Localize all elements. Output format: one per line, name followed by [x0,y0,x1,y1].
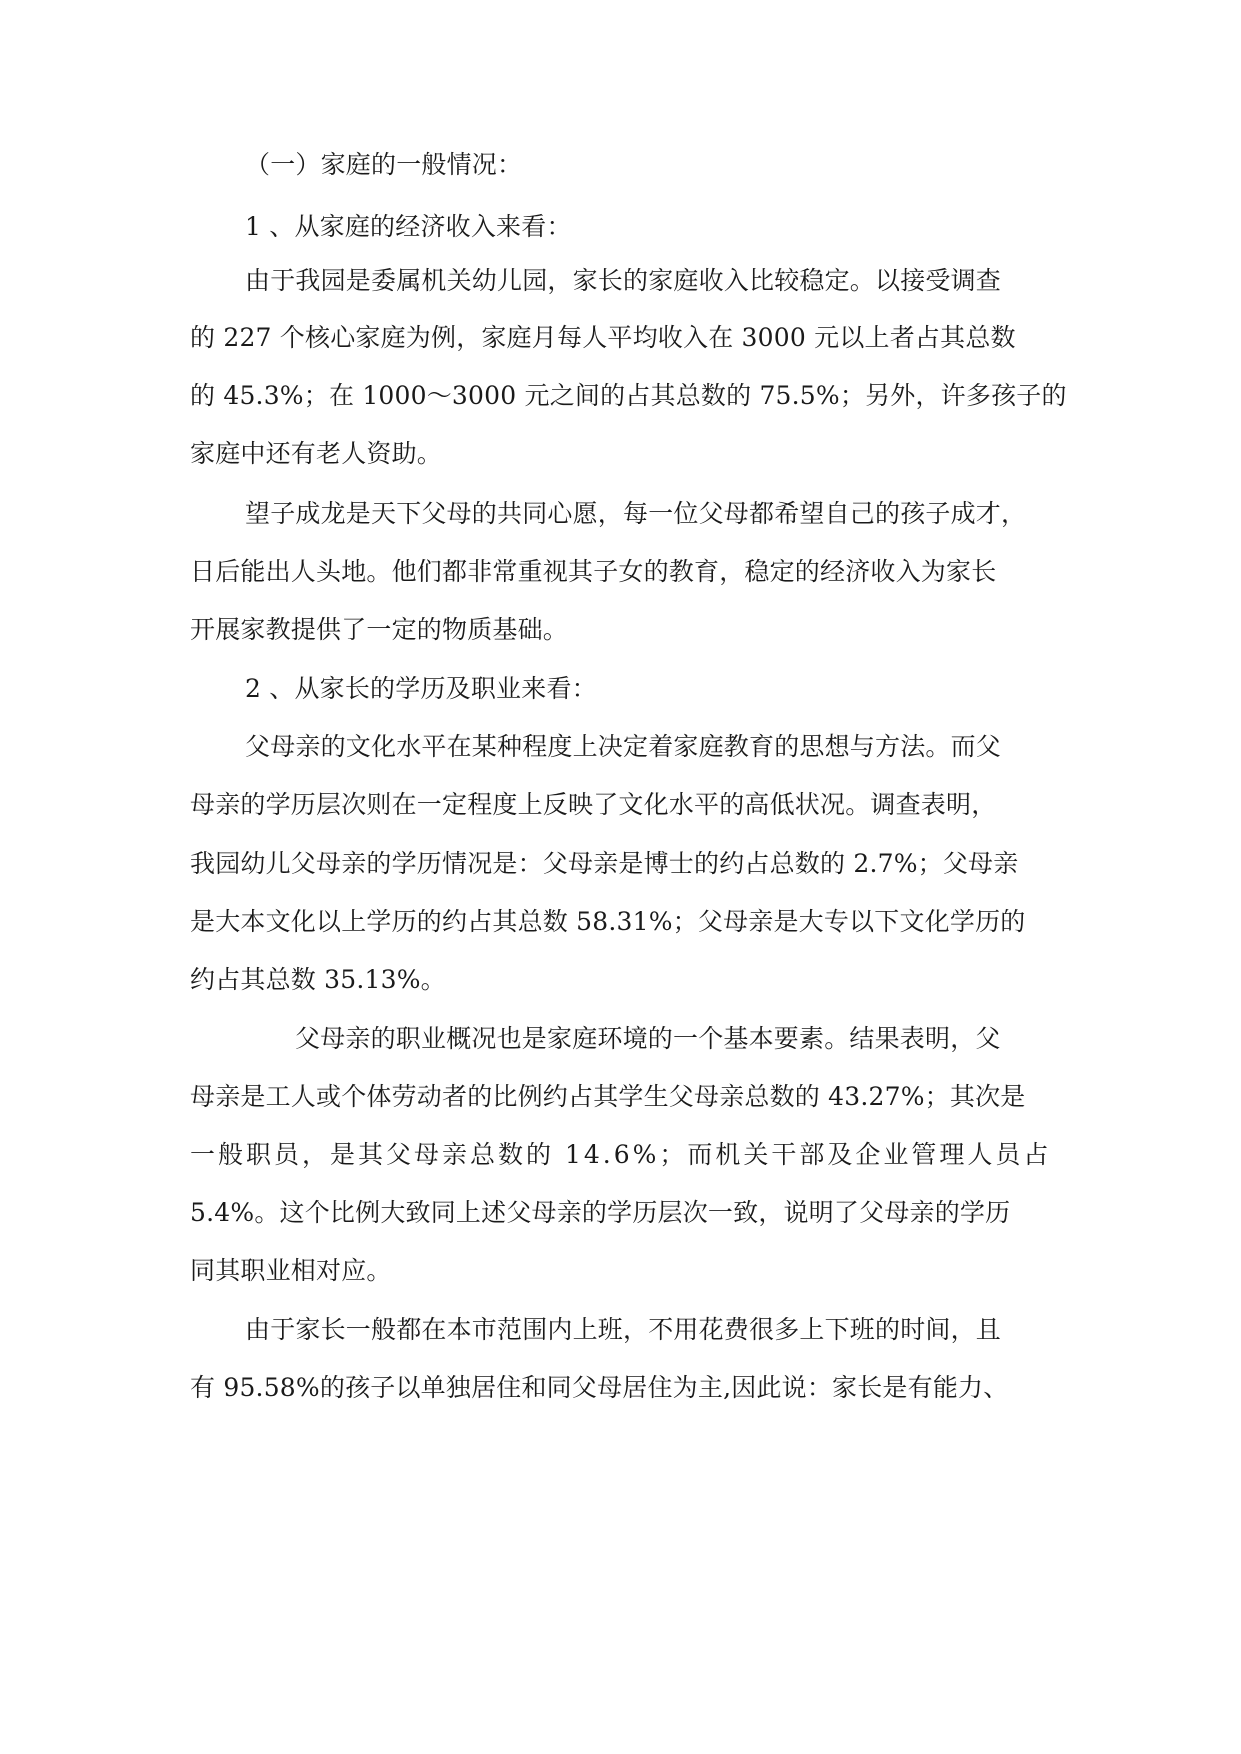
subsection-heading-income: 1 、从家庭的经济收入来看： [245,212,572,241]
paragraph-line: 母亲的学历层次则在一定程度上反映了文化水平的高低状况。调查表明， [190,790,997,819]
paragraph-line: 父母亲的职业概况也是家庭环境的一个基本要素。结果表明，父 [295,1024,1001,1053]
paragraph-line: 望子成龙是天下父母的共同心愿，每一位父母都希望自己的孩子成才， [245,499,1027,528]
paragraph-line: 我园幼儿父母亲的学历情况是：父母亲是博士的约占总数的 2.7%；父母亲 [190,849,1019,878]
paragraph-line: 是大本文化以上学历的约占其总数 58.31%；父母亲是大专以下文化学历的 [190,907,1026,936]
paragraph-line: 母亲是工人或个体劳动者的比例约占其学生父母亲总数的 43.27%；其次是 [190,1082,1026,1111]
paragraph-line: 的 45.3%；在 1000～3000 元之间的占其总数的 75.5%；另外，许多孩子的 [190,381,1067,410]
paragraph-line: 家庭中还有老人资助。 [190,439,443,468]
paragraph-line: 有 95.58%的孩子以单独居住和同父母居住为主,因此说：家长是有能力、 [190,1373,1009,1402]
paragraph-line: 父母亲的文化水平在某种程度上决定着家庭教育的思想与方法。而父 [245,732,1002,761]
paragraph-line: 的 227 个核心家庭为例，家庭月每人平均收入在 3000 元以上者占其总数 [190,323,1016,352]
paragraph-line: 5.4%。这个比例大致同上述父母亲的学历层次一致，说明了父母亲的学历 [190,1198,1011,1227]
paragraph-line: 由于家长一般都在本市范围内上班，不用花费很多上下班的时间，且 [245,1315,1002,1344]
paragraph-line: 日后能出人头地。他们都非常重视其子女的教育，稳定的经济收入为家长 [190,557,997,586]
section-heading: （一）家庭的一般情况： [245,150,523,179]
subsection-heading-education: 2 、从家长的学历及职业来看： [245,674,597,703]
paragraph-line: 开展家教提供了一定的物质基础。 [190,615,569,644]
paragraph-line: 约占其总数 35.13%。 [190,965,446,994]
paragraph-line: 一般职员，是其父母亲总数的 14.6%；而机关干部及企业管理人员占 [190,1140,1052,1169]
paragraph-line: 由于我园是委属机关幼儿园，家长的家庭收入比较稳定。以接受调查 [245,266,1002,295]
paragraph-line: 同其职业相对应。 [190,1256,392,1285]
